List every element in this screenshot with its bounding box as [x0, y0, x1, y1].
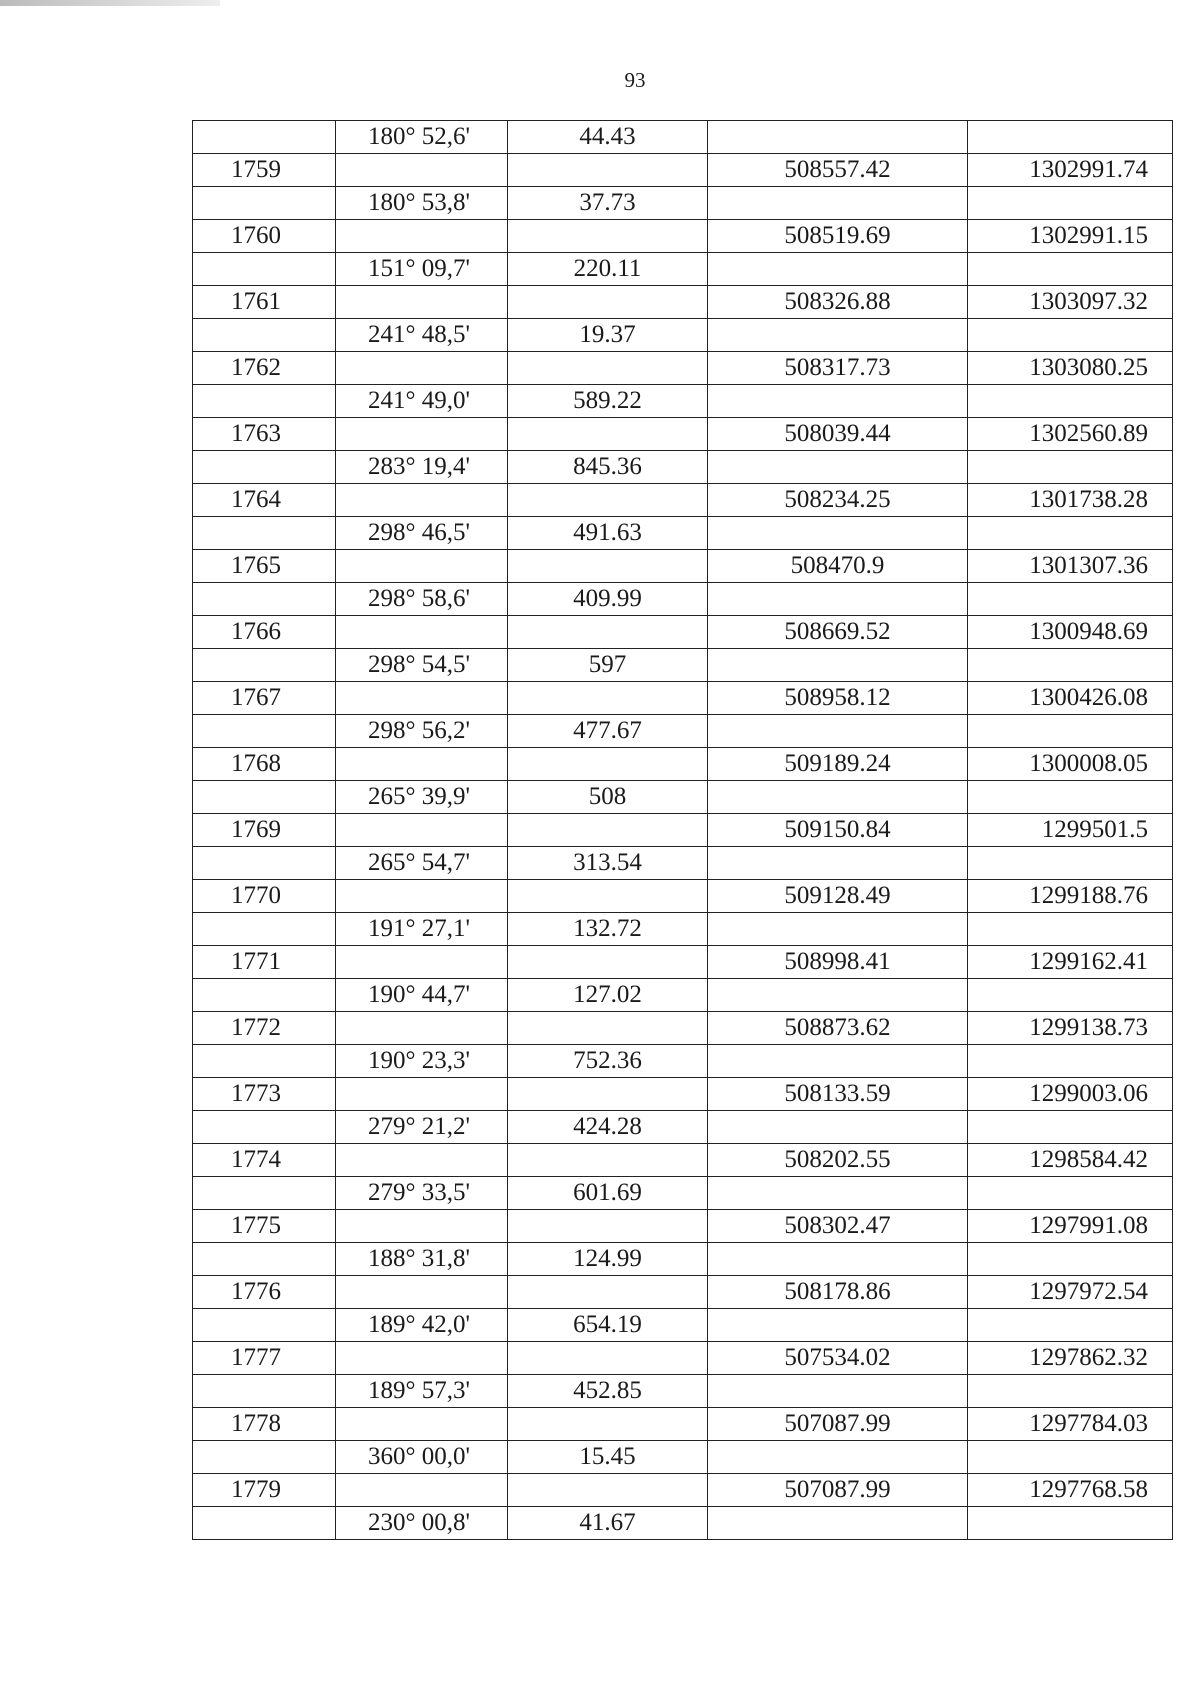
y-cell	[968, 1243, 1173, 1276]
point-cell	[193, 1507, 336, 1540]
point-row	[193, 418, 1173, 451]
direction-angle-cell: 190° 44,7'	[336, 979, 508, 1012]
x-coordinate-cell: 508998.41	[708, 946, 968, 979]
angle-cell	[336, 1408, 508, 1441]
point-number-cell: 1762	[193, 352, 336, 385]
x-cell	[708, 1441, 968, 1474]
direction-angle-cell: 189° 57,3'	[336, 1375, 508, 1408]
point-row	[193, 682, 1173, 715]
direction-angle-cell: 283° 19,4'	[336, 451, 508, 484]
segment-row	[193, 385, 1173, 418]
direction-angle-cell: 298° 56,2'	[336, 715, 508, 748]
segment-row	[193, 1243, 1173, 1276]
x-cell	[708, 451, 968, 484]
x-coordinate-cell: 509189.24	[708, 748, 968, 781]
segment-row	[193, 451, 1173, 484]
distance-cell	[508, 880, 708, 913]
x-cell	[708, 715, 968, 748]
point-number-cell: 1773	[193, 1078, 336, 1111]
angle-cell	[336, 682, 508, 715]
angle-cell	[336, 352, 508, 385]
point-number-cell: 1767	[193, 682, 336, 715]
point-cell	[193, 649, 336, 682]
direction-angle-cell: 265° 54,7'	[336, 847, 508, 880]
y-coordinate-cell: 1297768.58	[968, 1474, 1173, 1507]
distance-cell	[508, 1342, 708, 1375]
x-coordinate-cell: 508133.59	[708, 1078, 968, 1111]
point-cell	[193, 1375, 336, 1408]
segment-row	[193, 1111, 1173, 1144]
point-number-cell: 1772	[193, 1012, 336, 1045]
angle-cell	[336, 946, 508, 979]
x-cell	[708, 121, 968, 154]
point-cell	[193, 847, 336, 880]
angle-cell	[336, 154, 508, 187]
point-cell	[193, 319, 336, 352]
x-cell	[708, 187, 968, 220]
point-number-cell: 1779	[193, 1474, 336, 1507]
direction-angle-cell: 189° 42,0'	[336, 1309, 508, 1342]
y-cell	[968, 583, 1173, 616]
point-cell	[193, 1243, 336, 1276]
segment-row	[193, 253, 1173, 286]
distance-cell: 15.45	[508, 1441, 708, 1474]
angle-cell	[336, 1078, 508, 1111]
segment-row	[193, 319, 1173, 352]
point-row	[193, 352, 1173, 385]
x-coordinate-cell: 508234.25	[708, 484, 968, 517]
distance-cell: 452.85	[508, 1375, 708, 1408]
point-row	[193, 286, 1173, 319]
x-coordinate-cell: 507087.99	[708, 1408, 968, 1441]
direction-angle-cell: 241° 48,5'	[336, 319, 508, 352]
segment-row	[193, 781, 1173, 814]
y-coordinate-cell: 1298584.42	[968, 1144, 1173, 1177]
x-cell	[708, 1507, 968, 1540]
point-row	[193, 616, 1173, 649]
point-cell	[193, 1045, 336, 1078]
x-coordinate-cell: 507087.99	[708, 1474, 968, 1507]
y-coordinate-cell: 1299501.5	[968, 814, 1173, 847]
segment-row	[193, 979, 1173, 1012]
distance-cell	[508, 418, 708, 451]
distance-cell: 491.63	[508, 517, 708, 550]
distance-cell	[508, 814, 708, 847]
point-cell	[193, 1441, 336, 1474]
x-coordinate-cell: 508557.42	[708, 154, 968, 187]
coordinates-table	[192, 120, 1173, 1540]
segment-row	[193, 847, 1173, 880]
direction-angle-cell: 279° 33,5'	[336, 1177, 508, 1210]
point-cell	[193, 121, 336, 154]
distance-cell: 127.02	[508, 979, 708, 1012]
point-number-cell: 1763	[193, 418, 336, 451]
y-cell	[968, 1045, 1173, 1078]
segment-row	[193, 1375, 1173, 1408]
point-cell	[193, 715, 336, 748]
y-cell	[968, 913, 1173, 946]
point-cell	[193, 913, 336, 946]
point-row	[193, 880, 1173, 913]
y-coordinate-cell: 1299138.73	[968, 1012, 1173, 1045]
segment-row	[193, 649, 1173, 682]
distance-cell	[508, 1012, 708, 1045]
x-cell	[708, 583, 968, 616]
point-number-cell: 1759	[193, 154, 336, 187]
distance-cell: 44.43	[508, 121, 708, 154]
point-number-cell: 1774	[193, 1144, 336, 1177]
point-cell	[193, 1177, 336, 1210]
page-number: 93	[624, 68, 646, 92]
y-cell	[968, 1441, 1173, 1474]
direction-angle-cell: 230° 00,8'	[336, 1507, 508, 1540]
y-cell	[968, 1375, 1173, 1408]
x-cell	[708, 385, 968, 418]
distance-cell	[508, 946, 708, 979]
point-number-cell: 1764	[193, 484, 336, 517]
distance-cell	[508, 154, 708, 187]
distance-cell: 597	[508, 649, 708, 682]
distance-cell: 409.99	[508, 583, 708, 616]
y-coordinate-cell: 1300426.08	[968, 682, 1173, 715]
table-body	[193, 121, 1173, 1540]
distance-cell	[508, 1474, 708, 1507]
angle-cell	[336, 880, 508, 913]
y-coordinate-cell: 1300948.69	[968, 616, 1173, 649]
x-cell	[708, 1375, 968, 1408]
y-coordinate-cell: 1300008.05	[968, 748, 1173, 781]
y-cell	[968, 319, 1173, 352]
point-row	[193, 1408, 1173, 1441]
x-cell	[708, 847, 968, 880]
y-coordinate-cell: 1297784.03	[968, 1408, 1173, 1441]
point-number-cell: 1776	[193, 1276, 336, 1309]
direction-angle-cell: 279° 21,2'	[336, 1111, 508, 1144]
direction-angle-cell: 298° 54,5'	[336, 649, 508, 682]
point-row	[193, 1144, 1173, 1177]
direction-angle-cell: 188° 31,8'	[336, 1243, 508, 1276]
angle-cell	[336, 550, 508, 583]
angle-cell	[336, 1342, 508, 1375]
distance-cell: 508	[508, 781, 708, 814]
point-cell	[193, 979, 336, 1012]
x-coordinate-cell: 508470.9	[708, 550, 968, 583]
angle-cell	[336, 1276, 508, 1309]
point-number-cell: 1775	[193, 1210, 336, 1243]
distance-cell	[508, 748, 708, 781]
x-coordinate-cell: 508958.12	[708, 682, 968, 715]
distance-cell	[508, 220, 708, 253]
angle-cell	[336, 418, 508, 451]
angle-cell	[336, 1144, 508, 1177]
point-row	[193, 748, 1173, 781]
y-coordinate-cell: 1302560.89	[968, 418, 1173, 451]
y-cell	[968, 517, 1173, 550]
x-coordinate-cell: 508178.86	[708, 1276, 968, 1309]
distance-cell	[508, 352, 708, 385]
point-number-cell: 1765	[193, 550, 336, 583]
distance-cell: 41.67	[508, 1507, 708, 1540]
angle-cell	[336, 616, 508, 649]
point-row	[193, 1078, 1173, 1111]
angle-cell	[336, 484, 508, 517]
point-row	[193, 814, 1173, 847]
angle-cell	[336, 814, 508, 847]
distance-cell	[508, 1408, 708, 1441]
distance-cell	[508, 550, 708, 583]
x-coordinate-cell: 507534.02	[708, 1342, 968, 1375]
x-cell	[708, 649, 968, 682]
y-cell	[968, 979, 1173, 1012]
distance-cell: 845.36	[508, 451, 708, 484]
point-number-cell: 1766	[193, 616, 336, 649]
distance-cell: 424.28	[508, 1111, 708, 1144]
point-cell	[193, 253, 336, 286]
distance-cell	[508, 616, 708, 649]
scan-edge-mark	[0, 0, 220, 6]
x-coordinate-cell: 508317.73	[708, 352, 968, 385]
direction-angle-cell: 298° 58,6'	[336, 583, 508, 616]
point-cell	[193, 385, 336, 418]
point-cell	[193, 1309, 336, 1342]
x-cell	[708, 781, 968, 814]
y-cell	[968, 1111, 1173, 1144]
y-coordinate-cell: 1301738.28	[968, 484, 1173, 517]
y-cell	[968, 715, 1173, 748]
y-cell	[968, 1309, 1173, 1342]
distance-cell: 220.11	[508, 253, 708, 286]
angle-cell	[336, 748, 508, 781]
point-row	[193, 1276, 1173, 1309]
y-coordinate-cell: 1299162.41	[968, 946, 1173, 979]
point-number-cell: 1770	[193, 880, 336, 913]
distance-cell: 477.67	[508, 715, 708, 748]
point-cell	[193, 781, 336, 814]
point-row	[193, 154, 1173, 187]
segment-row	[193, 1441, 1173, 1474]
x-cell	[708, 1177, 968, 1210]
distance-cell: 654.19	[508, 1309, 708, 1342]
point-cell	[193, 517, 336, 550]
y-coordinate-cell: 1302991.74	[968, 154, 1173, 187]
angle-cell	[336, 286, 508, 319]
y-coordinate-cell: 1302991.15	[968, 220, 1173, 253]
segment-row	[193, 913, 1173, 946]
y-coordinate-cell: 1303080.25	[968, 352, 1173, 385]
point-row	[193, 550, 1173, 583]
segment-row	[193, 1177, 1173, 1210]
point-row	[193, 1012, 1173, 1045]
y-cell	[968, 847, 1173, 880]
distance-cell	[508, 484, 708, 517]
distance-cell: 132.72	[508, 913, 708, 946]
distance-cell	[508, 1144, 708, 1177]
x-cell	[708, 1111, 968, 1144]
x-coordinate-cell: 508302.47	[708, 1210, 968, 1243]
x-coordinate-cell: 508326.88	[708, 286, 968, 319]
point-row	[193, 946, 1173, 979]
distance-cell: 124.99	[508, 1243, 708, 1276]
y-cell	[968, 253, 1173, 286]
x-cell	[708, 1243, 968, 1276]
point-row	[193, 1342, 1173, 1375]
point-row	[193, 1474, 1173, 1507]
point-number-cell: 1771	[193, 946, 336, 979]
x-cell	[708, 253, 968, 286]
y-cell	[968, 187, 1173, 220]
segment-row	[193, 583, 1173, 616]
x-cell	[708, 1309, 968, 1342]
distance-cell	[508, 1210, 708, 1243]
x-coordinate-cell: 509150.84	[708, 814, 968, 847]
segment-row	[193, 1045, 1173, 1078]
segment-row	[193, 1507, 1173, 1540]
y-cell	[968, 1177, 1173, 1210]
y-coordinate-cell: 1297862.32	[968, 1342, 1173, 1375]
x-cell	[708, 319, 968, 352]
distance-cell: 37.73	[508, 187, 708, 220]
distance-cell: 313.54	[508, 847, 708, 880]
segment-row	[193, 1309, 1173, 1342]
direction-angle-cell: 191° 27,1'	[336, 913, 508, 946]
y-cell	[968, 451, 1173, 484]
segment-row	[193, 187, 1173, 220]
angle-cell: 180° 52,6'	[336, 121, 508, 154]
x-coordinate-cell: 508202.55	[708, 1144, 968, 1177]
point-row	[193, 1210, 1173, 1243]
y-coordinate-cell: 1301307.36	[968, 550, 1173, 583]
x-cell	[708, 517, 968, 550]
direction-angle-cell: 265° 39,9'	[336, 781, 508, 814]
y-coordinate-cell: 1297991.08	[968, 1210, 1173, 1243]
distance-cell: 752.36	[508, 1045, 708, 1078]
distance-cell: 589.22	[508, 385, 708, 418]
point-cell	[193, 451, 336, 484]
x-coordinate-cell: 508873.62	[708, 1012, 968, 1045]
point-row	[193, 484, 1173, 517]
segment-row	[193, 121, 1173, 154]
distance-cell	[508, 1276, 708, 1309]
point-number-cell: 1769	[193, 814, 336, 847]
point-cell	[193, 583, 336, 616]
direction-angle-cell: 241° 49,0'	[336, 385, 508, 418]
y-coordinate-cell: 1299003.06	[968, 1078, 1173, 1111]
y-cell	[968, 385, 1173, 418]
x-coordinate-cell: 508669.52	[708, 616, 968, 649]
x-coordinate-cell: 508519.69	[708, 220, 968, 253]
y-cell	[968, 1507, 1173, 1540]
segment-row	[193, 517, 1173, 550]
distance-cell	[508, 682, 708, 715]
angle-cell	[336, 1210, 508, 1243]
y-cell	[968, 649, 1173, 682]
direction-angle-cell: 180° 53,8'	[336, 187, 508, 220]
y-cell	[968, 121, 1173, 154]
y-coordinate-cell: 1299188.76	[968, 880, 1173, 913]
point-row	[193, 220, 1173, 253]
point-number-cell: 1761	[193, 286, 336, 319]
x-coordinate-cell: 508039.44	[708, 418, 968, 451]
point-number-cell: 1778	[193, 1408, 336, 1441]
distance-cell	[508, 1078, 708, 1111]
direction-angle-cell: 151° 09,7'	[336, 253, 508, 286]
angle-cell	[336, 1474, 508, 1507]
point-cell	[193, 187, 336, 220]
x-coordinate-cell: 509128.49	[708, 880, 968, 913]
point-number-cell: 1777	[193, 1342, 336, 1375]
angle-cell	[336, 220, 508, 253]
direction-angle-cell: 190° 23,3'	[336, 1045, 508, 1078]
segment-row	[193, 715, 1173, 748]
y-cell	[968, 781, 1173, 814]
y-coordinate-cell: 1303097.32	[968, 286, 1173, 319]
direction-angle-cell: 298° 46,5'	[336, 517, 508, 550]
x-cell	[708, 913, 968, 946]
direction-angle-cell: 360° 00,0'	[336, 1441, 508, 1474]
distance-cell: 601.69	[508, 1177, 708, 1210]
x-cell	[708, 979, 968, 1012]
angle-cell	[336, 1012, 508, 1045]
point-number-cell: 1768	[193, 748, 336, 781]
x-cell	[708, 1045, 968, 1078]
point-number-cell: 1760	[193, 220, 336, 253]
distance-cell: 19.37	[508, 319, 708, 352]
distance-cell	[508, 286, 708, 319]
y-coordinate-cell: 1297972.54	[968, 1276, 1173, 1309]
point-cell	[193, 1111, 336, 1144]
